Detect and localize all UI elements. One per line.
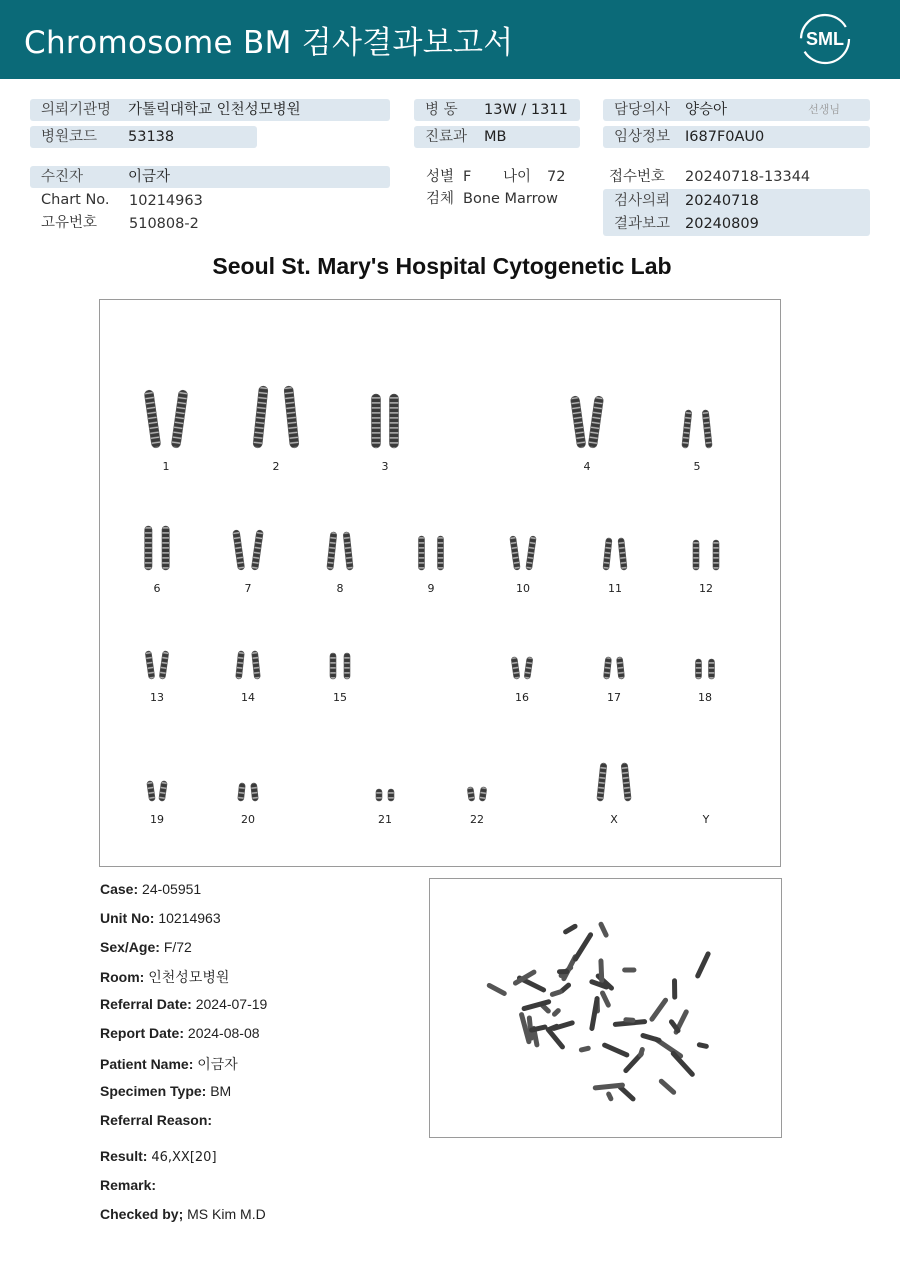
metaphase-chromosome xyxy=(672,978,677,999)
request-label: 검사의뢰 xyxy=(614,193,671,209)
checked-value: MS Kim M.D xyxy=(187,1206,266,1222)
chromosome-label-11: 11 xyxy=(608,582,622,595)
clinical-label: 임상정보 xyxy=(614,129,671,145)
metaphase-chromosome xyxy=(673,1008,690,1035)
metaphase-chromosome xyxy=(598,921,610,938)
receipt-value: 20240718-13344 xyxy=(685,169,811,185)
result-line: Result: 46,XX[20] xyxy=(100,1148,217,1165)
chromosome-label-10: 10 xyxy=(516,582,530,595)
chromosome-label-17: 17 xyxy=(607,691,621,704)
receipt-label: 접수번호 xyxy=(609,169,666,185)
report-label: 결과보고 xyxy=(614,216,671,232)
case-line: Case: 24-05951 xyxy=(100,881,202,897)
chromosome-label-22: 22 xyxy=(470,813,484,826)
lab-title: Seoul St. Mary's Hospital Cytogenetic Lab xyxy=(212,253,672,279)
metaphase-chromosome xyxy=(637,1046,645,1058)
doctor-value: 양승아 xyxy=(685,102,728,118)
department-value: MB xyxy=(484,129,507,145)
chromosome-pair-17 xyxy=(603,657,624,680)
request-value: 20240718 xyxy=(685,193,759,209)
chromosome-label-7: 7 xyxy=(244,582,252,595)
metaphase-chromosome xyxy=(648,997,669,1023)
specimen-label: 검체 xyxy=(426,191,455,207)
sex-value: F xyxy=(463,169,472,185)
metaphase-chromosome xyxy=(601,1042,630,1058)
chromosome-pair-15 xyxy=(330,653,350,679)
chromosome-pair-22 xyxy=(467,787,487,802)
chromosome-label-6: 6 xyxy=(153,582,161,595)
report-header xyxy=(0,0,900,79)
chromosome-label-20: 20 xyxy=(241,813,255,826)
referral-reason-line: Referral Reason: xyxy=(100,1112,213,1128)
metaphase-chromosome xyxy=(562,923,578,935)
unique-value: 510808-2 xyxy=(129,216,199,232)
specimen-value: Bone Marrow xyxy=(463,191,559,207)
chromosome-pair-2 xyxy=(253,386,299,449)
metaphase-chromosome xyxy=(694,951,711,980)
report-value: 20240809 xyxy=(685,216,759,232)
chromosome-pair-20 xyxy=(238,783,259,802)
institution-field xyxy=(30,99,390,121)
hospital-code-value: 53138 xyxy=(128,129,175,145)
sex-label: 성별 xyxy=(426,169,455,185)
doctor-field xyxy=(603,99,870,121)
chromosome-label-12: 12 xyxy=(699,582,713,595)
metaphase-chromosome xyxy=(589,996,600,1032)
specimen-type-value: BM xyxy=(210,1083,232,1099)
report-title: Chromosome BM 검사결과보고서 xyxy=(24,25,514,61)
metaphase-chromosome xyxy=(599,990,611,1009)
specimen-type-line: Specimen Type: BM xyxy=(100,1083,232,1099)
chromosome-label-14: 14 xyxy=(241,691,255,704)
room-value: 인천성모병원 xyxy=(148,969,230,985)
result-value: 46,XX[20] xyxy=(151,1150,217,1165)
referral-date-line: Referral Date: 2024-07-19 xyxy=(100,996,268,1012)
chromosome-pair-X xyxy=(597,763,632,801)
report-date-line: Report Date: 2024-08-08 xyxy=(100,1025,260,1041)
chromosome-pair-12 xyxy=(693,540,719,570)
chromosome-pair-1 xyxy=(144,390,188,449)
unit-line: Unit No: 10214963 xyxy=(100,910,221,926)
doctor-label: 담당의사 xyxy=(614,102,671,118)
chromosome-pair-21 xyxy=(376,789,394,801)
metaphase-chromosome xyxy=(640,1032,662,1043)
chromosome-label-4: 4 xyxy=(583,460,591,473)
metaphase-chromosome xyxy=(551,1020,575,1032)
chromosome-label-Y: Y xyxy=(702,813,710,826)
checked-line: Checked by; MS Kim M.D xyxy=(100,1206,266,1222)
department-label: 진료과 xyxy=(425,129,468,145)
metaphase-chromosome xyxy=(551,1007,562,1018)
metaphase-chromosome xyxy=(622,967,636,972)
chromosome-pair-6 xyxy=(145,526,170,570)
metaphase-chromosome xyxy=(670,1050,696,1078)
chart-value: 10214963 xyxy=(129,193,203,209)
chromosome-label-9: 9 xyxy=(427,582,435,595)
request-report-box xyxy=(603,189,870,236)
room-line: Room: 인천성모병원 xyxy=(100,969,230,985)
metaphase-chromosome xyxy=(623,1017,635,1023)
unit-value: 10214963 xyxy=(158,910,221,926)
chromosome-pair-10 xyxy=(510,536,537,571)
chromosome-pair-14 xyxy=(236,651,261,679)
age-value: 72 xyxy=(547,169,566,185)
metaphase-chromosome xyxy=(572,931,594,962)
metaphase-chromosome xyxy=(598,958,604,983)
ward-label: 병 동 xyxy=(425,102,458,118)
chromosome-label-3: 3 xyxy=(381,460,389,473)
chromosome-label-19: 19 xyxy=(150,813,164,826)
report-date-value: 2024-08-08 xyxy=(187,1025,260,1041)
chromosome-pair-7 xyxy=(233,530,264,571)
department-field xyxy=(414,126,580,148)
metaphase-chromosome xyxy=(549,989,563,998)
clinical-value: I687F0AU0 xyxy=(685,129,765,145)
sexage-line: Sex/Age: F/72 xyxy=(100,939,192,955)
metaphase-spread xyxy=(430,879,781,1137)
chromosome-label-1: 1 xyxy=(162,460,170,473)
case-value: 24-05951 xyxy=(142,881,202,897)
chromosome-pair-9 xyxy=(419,536,444,570)
unique-label: 고유번호 xyxy=(41,215,98,231)
institution-label: 의뢰기관명 xyxy=(41,102,112,118)
chromosome-pair-18 xyxy=(696,659,715,679)
patient-label: 수진자 xyxy=(41,169,84,185)
clinical-field xyxy=(603,126,870,148)
chromosome-label-5: 5 xyxy=(693,460,701,473)
metaphase-chromosome xyxy=(486,982,508,997)
chromosome-label-13: 13 xyxy=(150,691,164,704)
chromosome-label-2: 2 xyxy=(272,460,280,473)
chromosome-label-8: 8 xyxy=(336,582,344,595)
metaphase-chromosome xyxy=(605,1091,614,1102)
metaphase-chromosome xyxy=(578,1045,591,1053)
patient-name-value: 이금자 xyxy=(197,1056,238,1072)
chromosome-pair-3 xyxy=(372,394,399,448)
ward-field xyxy=(414,99,580,121)
chromosome-pair-5 xyxy=(682,410,713,448)
patient-field xyxy=(30,166,390,188)
karyogram-image xyxy=(99,299,781,867)
hospital-code-label: 병원코드 xyxy=(41,129,98,145)
metaphase-image xyxy=(429,878,782,1138)
chromosome-label-15: 15 xyxy=(333,691,347,704)
chromosome-label-18: 18 xyxy=(698,691,712,704)
chromosome-pair-4 xyxy=(570,396,603,449)
chart-label: Chart No. xyxy=(41,192,110,208)
ward-value: 13W / 1311 xyxy=(484,102,568,118)
chromosome-pair-13 xyxy=(145,651,169,680)
chromosome-pair-19 xyxy=(147,781,168,802)
chromosome-pair-11 xyxy=(603,538,627,570)
chromosome-pair-16 xyxy=(511,657,533,680)
sml-logo xyxy=(798,12,852,66)
age-label: 나이 xyxy=(503,169,532,185)
chromosome-label-X: X xyxy=(610,813,618,826)
remark-line: Remark: xyxy=(100,1177,157,1193)
institution-value: 가톨릭대학교 인천성모병원 xyxy=(128,102,301,118)
doctor-suffix: 선생님 xyxy=(808,103,840,116)
metaphase-chromosome xyxy=(557,969,569,974)
referral-date-value: 2024-07-19 xyxy=(195,996,268,1012)
patient-value: 이금자 xyxy=(128,169,171,185)
metaphase-chromosome xyxy=(696,1042,709,1049)
sexage-value: F/72 xyxy=(163,939,192,955)
patient-name-line: Patient Name: 이금자 xyxy=(100,1056,238,1072)
chromosome-pair-8 xyxy=(327,532,354,570)
hospital-code-field xyxy=(30,126,257,148)
svg-text:SML: SML xyxy=(806,29,844,49)
chromosome-label-16: 16 xyxy=(515,691,529,704)
chromosome-label-21: 21 xyxy=(378,813,392,826)
metaphase-chromosome xyxy=(658,1078,677,1096)
